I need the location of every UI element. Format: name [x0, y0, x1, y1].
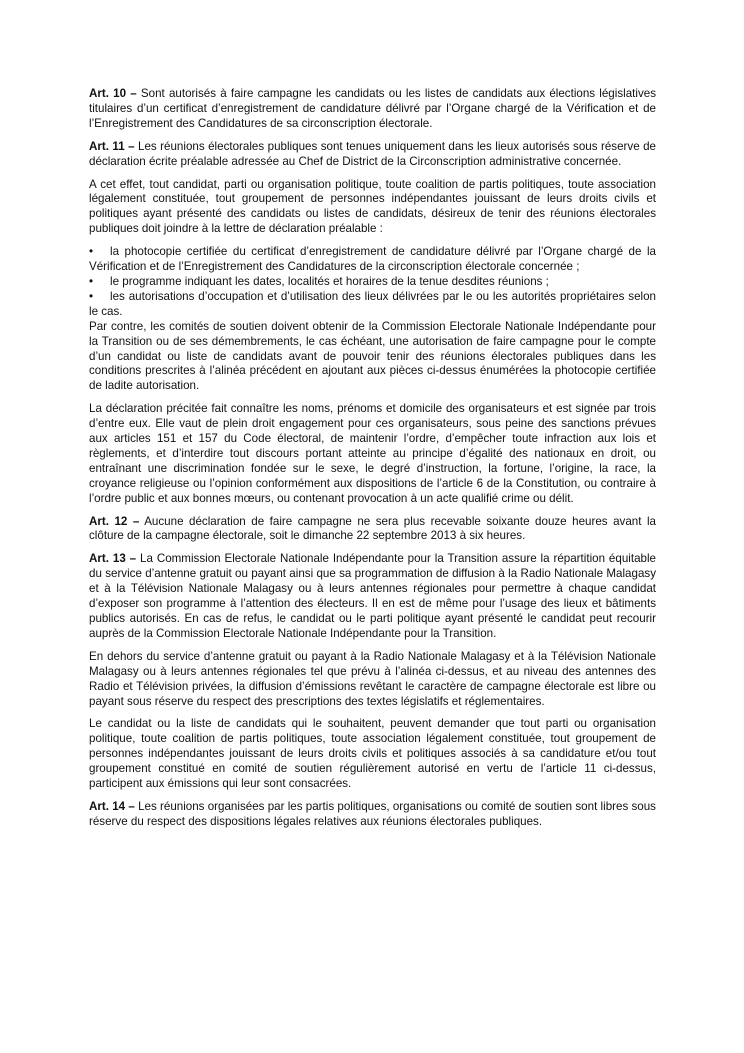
bullet-icon: • [89, 245, 94, 259]
article-10 [89, 87, 656, 132]
bullet-item [89, 245, 656, 275]
article-12 [89, 515, 656, 545]
bullet-item [89, 290, 656, 320]
article-11-label: Art. 11 – [89, 139, 135, 153]
article-14-label: Art. 14 – [89, 799, 135, 813]
bullet-text: la photocopie certifiée du certificat d’enregistrement de candidature délivré par l’Organe chargé de la Vérification et de l’Enregistrement des Candidatures de la circonscription électorale concernée ; [89, 245, 656, 274]
article-13 [89, 552, 656, 641]
article-11 [89, 140, 656, 170]
document-body [89, 87, 656, 838]
article-13-text: La Commission Electorale Nationale Indépendante pour la Transition assure la répartition équitable du service d’antenne gratuit ou payant ainsi que sa programmation de diffusion à la Radio Nationale Malagasy et à la Télévision Nationale Malagasy ou à leurs antennes régionales pour permettre à chaque candidat d’exposer son programme à l’attention des électeurs. Il en est de même pour l’usage des lieux et bâtiments publics autorisés. En cas de refus, le candidat ou le parti politique ayant présenté le candidat peut recourir auprès de la Commission Electorale Nationale Indépendante pour la Transition. [89, 552, 656, 640]
article-14 [89, 800, 656, 830]
article-13-label: Art. 13 – [89, 552, 137, 566]
article-10-label: Art. 10 – [89, 87, 137, 100]
bullet-item [89, 275, 656, 290]
article-13-paragraph-3: Le candidat ou la liste de candidats qui le souhaitent, peuvent demander que tout parti ou organisation politique, toute coalition de partis politiques, toute association légalement constituée, tout groupement de personnes indépendantes jouissant de leurs droits civils et politiques associés à sa candidature et/ou tout groupement constitué en comité de soutien régulièrement autorisé en vertu de l’article 11 ci-dessus, participent aux émissions qui leur sont consacrées. [89, 717, 656, 791]
bullet-icon: • [89, 274, 94, 288]
article-11-paragraph-2: A cet effet, tout candidat, parti ou organisation politique, toute coalition de partis politiques, toute association légalement constituée, tout groupement de personnes indépendantes jouissant de leurs droits civils et politiques ayant présenté des candidats ou listes de candidats, désireux de tenir des réunions électorales publiques doit joindre à la lettre de déclaration préalable : [89, 177, 656, 236]
article-11-text: Les réunions électorales publiques sont tenues uniquement dans les lieux autorisés sous réserve de déclaration écrite préalable adressée au Chef de District de la Circonscription administrative concernée. [89, 139, 656, 168]
article-10-text: Sont autorisés à faire campagne les candidats ou les listes de candidats aux élections législatives titulaires d’un certificat d’enregistrement de candidature délivré par l’Organe chargé de la Vérification et de l’Enregistrement des Candidatures de sa circonscription électorale. [89, 87, 656, 130]
bullet-text: le programme indiquant les dates, localités et horaires de la tenue desdites réunions ; [110, 274, 549, 288]
article-11-paragraph-3: Par contre, les comités de soutien doivent obtenir de la Commission Electorale Nationale Indépendante pour la Transition ou de ses démembrements, le cas échéant, une autorisation de faire campagne pour le compte d’un candidat ou liste de candidats avant de pouvoir tenir des réunions électorales publiques dans les conditions prescrites à l’alinéa précédent en ajoutant aux pièces ci-dessus énumérées la photocopie certifiée de ladite autorisation. [89, 319, 656, 393]
article-14-text: Les réunions organisées par les partis politiques, organisations ou comité de soutien sont libres sous réserve du respect des dispositions légales relatives aux réunions électorales publiques. [89, 799, 656, 828]
article-11-paragraph-4: La déclaration précitée fait connaître les noms, prénoms et domicile des organisateurs et est signée par trois d’entre eux. Elle vaut de plein droit engagement pour ces organisateurs, sous peine des sanctions prévues aux articles 151 et 157 du Code électoral, de maintenir l’ordre, d’empêcher toute infraction aux lois et règlements, et d’interdire tout discours portant atteinte au principe d’égalité des nationaux en droit, ou entraînant une discrimination fondée sur le sexe, le degré d’instruction, la fortune, l’origine, la race, la croyance religieuse ou l’opinion conformément aux dispositions de l’article 6 de la Constitution, ou contraire à l’ordre public et aux bonnes mœurs, ou contenant provocation à un acte qualifié crime ou délit. [89, 402, 656, 505]
article-13-paragraph-2: En dehors du service d’antenne gratuit ou payant à la Radio Nationale Malagasy et à la Télévision Nationale Malagasy ou à leurs antennes régionales tel que prévu à l’alinéa ci-dessus, et au niveau des antennes des Radio et Télévision privées, la diffusion d’émissions revêtant le caractère de campagne électorale est libre ou payant sous réserve du respect des prescriptions des textes législatifs et réglementaires. [89, 649, 656, 708]
bullet-icon: • [89, 289, 94, 303]
article-12-text: Aucune déclaration de faire campagne ne sera plus recevable soixante douze heures avant la clôture de la campagne électorale, soit le dimanche 22 septembre 2013 à six heures. [89, 514, 656, 543]
article-12-label: Art. 12 – [89, 514, 140, 528]
bullet-text: les autorisations d’occupation et d’utilisation des lieux délivrées par le ou les autorités propriétaires selon le cas. [89, 289, 656, 318]
